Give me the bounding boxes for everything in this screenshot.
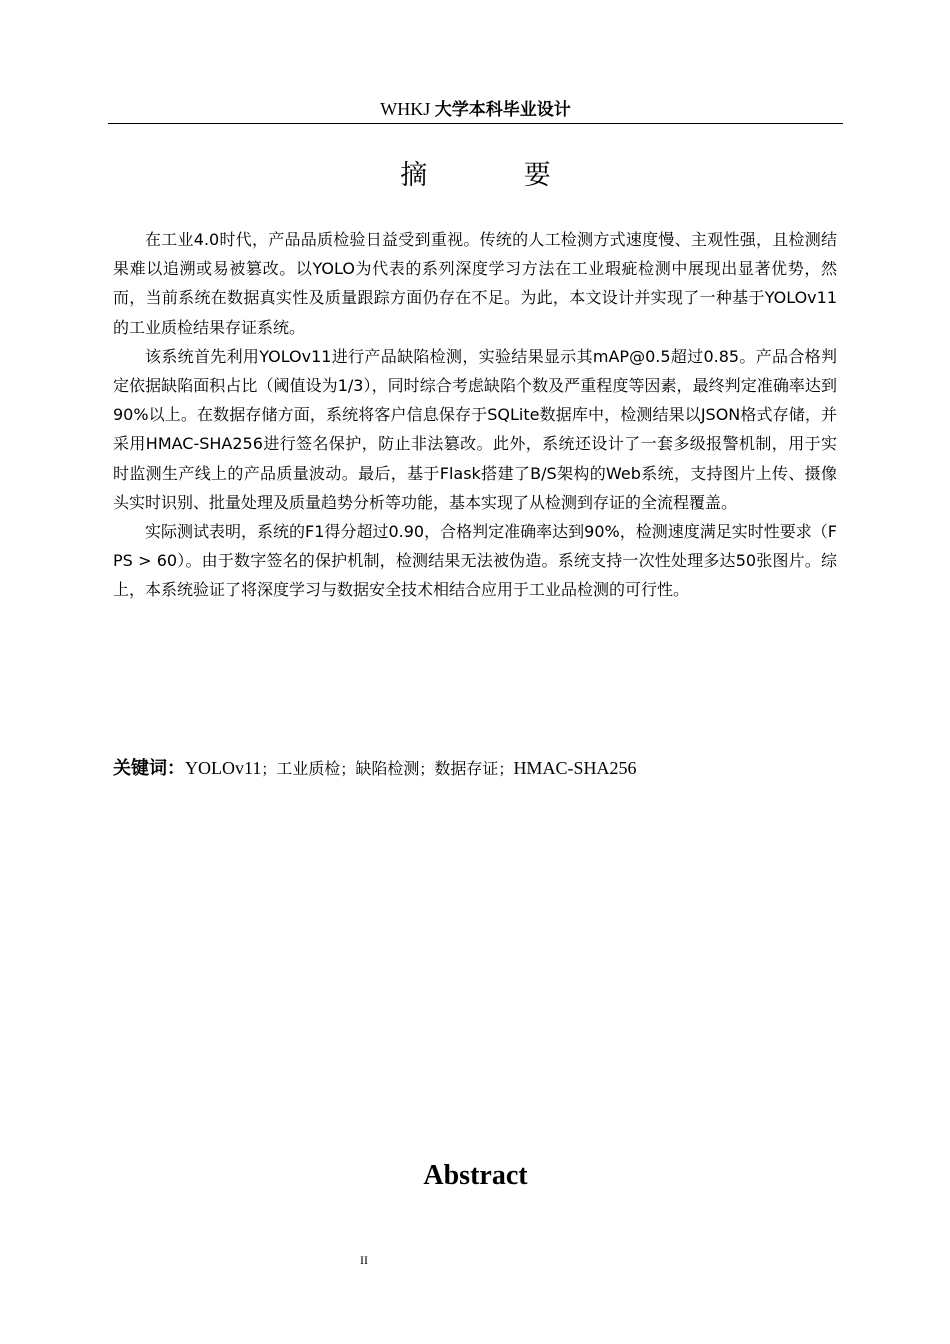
keyword-1: YOLOv11 [185, 758, 262, 778]
running-header [108, 96, 843, 122]
keyword-2: 工业质检 [276, 759, 341, 778]
keyword-3: 缺陷检测 [355, 759, 420, 778]
abstract-title-en: Abstract [423, 1160, 528, 1191]
header-title: 大学本科毕业设计 [434, 100, 571, 120]
header-rule [108, 123, 843, 124]
abstract-body-cn [113, 225, 837, 605]
abstract-title-cn: 摘 要 [400, 160, 595, 191]
keywords-line [113, 753, 837, 784]
keyword-separator: ； [340, 760, 356, 778]
keyword-separator: ； [419, 760, 435, 778]
keywords-label: 关键词： [113, 758, 185, 779]
keyword-4: 数据存证 [434, 759, 499, 778]
keyword-5: HMAC-SHA256 [513, 758, 637, 778]
keyword-separator: ； [498, 760, 514, 778]
keyword-separator: ； [261, 760, 277, 778]
abstract-paragraph-3: 实际测试表明，系统的F1得分超过0.90，合格判定准确率达到90%，检测速度满足实时性要求（FPS > 60）。由于数字签名的保护机制，检测结果无法被伪造。系统支持一次性处理多达50张图片。综上，本系统验证了将深度学习与数据安全技术相结合应用于工业品检测的可行性。 [113, 522, 837, 600]
page-number: II [360, 1253, 368, 1267]
abstract-paragraph-2: 该系统首先利用YOLOv11进行产品缺陷检测，实验结果显示其mAP@0.5超过0.85。产品合格判定依据缺陷面积占比（阈值设为1/3），同时综合考虑缺陷个数及严重程度等因素，最终判定准确率达到90%以上。在数据存储方面，系统将客户信息保存于SQLite数据库中，检测结果以JSON格式存储，并采用HMAC-SHA256进行签名保护，防止非法篡改。此外，系统还设计了一套多级报警机制，用于实时监测生产线上的产品质量波动。最后，基于Flask搭建了B/S架构的Web系统，支持图片上传、摄像头实时识别、批量处理及质量趋势分析等功能，基本实现了从检测到存证的全流程覆盖。 [113, 346, 837, 512]
header-prefix: WHKJ [380, 99, 435, 119]
abstract-paragraph-1: 在工业4.0时代，产品品质检验日益受到重视。传统的人工检测方式速度慢、主观性强，且检测结果难以追溯或易被篡改。以YOLO为代表的系列深度学习方法在工业瑕疵检测中展现出显著优势，然而，当前系统在数据真实性及质量跟踪方面仍存在不足。为此，本文设计并实现了一种基于YOLOv11的工业质检结果存证系统。 [113, 230, 837, 337]
